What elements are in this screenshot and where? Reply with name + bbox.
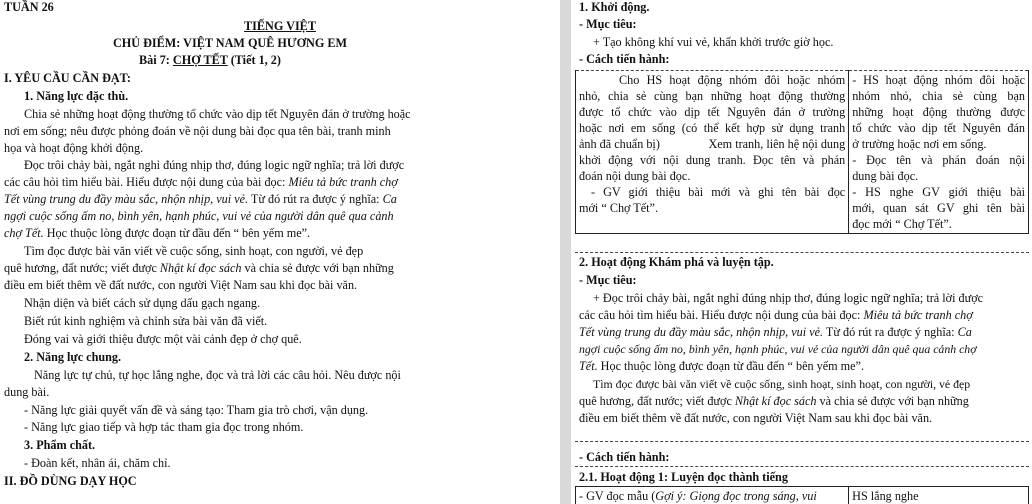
teacher-activity-cell: [576, 71, 849, 234]
teacher-line: Cho HS hoạt động nhóm đôi hoặc nhóm: [619, 73, 846, 87]
para-8: - Năng lực giải quyết vấn đề và sáng tạo: Tham gia trò chơi, vận dụng.: [24, 403, 369, 417]
para-2-line-3-italic: Tết vùng trung du đầy màu sắc, nhộn nhịp, vui vẻ.: [4, 192, 249, 206]
para-1-line-2: nơi em sống; nêu được phỏng đoán về nội dung bài đọc qua tên bài, tranh minh: [4, 124, 391, 138]
teacher-read-cell: [576, 487, 849, 504]
goal-3-line-2-plain2: và chia sẻ được với bạn những: [819, 394, 969, 408]
para-2-line-2: [4, 174, 398, 190]
teacher-line: mới “ Chợ Tết”.: [579, 201, 659, 215]
para-2-line-3: [4, 191, 397, 207]
para-2-line-5: [4, 225, 310, 241]
para-2-line-5-plain: Học thuộc lòng được đoạn từ đầu đến “ bên yếm me”.: [46, 226, 311, 240]
para-3-line-2-plain: quê hương, đất nước; viết được: [4, 261, 157, 275]
heading-specific-competence: 1. Năng lực đặc thù.: [24, 89, 129, 103]
heading-warmup: 1. Khởi động.: [579, 0, 650, 14]
teacher-line: - GV giới thiệu bài mới và ghi tên bài đọc: [591, 185, 846, 199]
para-1-line-1: Chia sẻ những hoạt động thường tổ chức vào dịp tết Nguyên đán ở trường hoặc: [24, 107, 411, 121]
subject-title: TIẾNG VIỆT: [244, 19, 316, 33]
section-divider: [575, 441, 1029, 442]
page-gutter: [560, 0, 571, 504]
goal-label-1: - Mục tiêu:: [579, 17, 637, 31]
goal-2-line-3-italic2: Ca: [957, 325, 972, 339]
para-3-line-2-plain2: và chia sẻ được với bạn những: [244, 261, 394, 275]
method-label-2: - Cách tiến hành:: [579, 450, 670, 464]
student-line: ở trường hoặc nơi em sống.: [852, 137, 987, 151]
student-line: những hoạt động thường được: [852, 105, 1025, 119]
para-9: - Năng lực giao tiếp và hợp tác tham gia đọc trong nhóm.: [24, 420, 304, 434]
teacher-line: [579, 136, 845, 152]
theme-title: CHỦ ĐIỂM: VIỆT NAM QUÊ HƯƠNG EM: [112, 36, 348, 50]
week-label: TUẦN 26: [4, 0, 54, 14]
para-7-line-2: dung bài.: [4, 385, 50, 399]
section-divider: [575, 466, 1029, 467]
para-3-line-2: [4, 260, 394, 276]
lesson-prefix: Bài 7:: [139, 53, 170, 67]
goal-2-line-3-plain: Từ đó rút ra được ý nghĩa:: [825, 325, 955, 339]
section-requirements: I. YÊU CẦU CẦN ĐẠT:: [4, 71, 131, 85]
lesson-name: CHỢ TẾT: [172, 53, 228, 67]
para-2-line-2-italic: Miêu tả bức tranh chợ: [288, 175, 398, 189]
activity-table-1: [575, 70, 1029, 234]
para-2-line-1: Đọc trôi chảy bài, ngắt nghỉ đúng nhịp thơ, đúng logic ngữ nghĩa; trả lời được: [24, 158, 405, 172]
lesson-period: (Tiết 1, 2): [230, 53, 281, 67]
para-2-line-3-italic2: Ca: [382, 192, 397, 206]
student-line: tổ chức vào dịp tết Nguyên đán: [852, 121, 1025, 135]
student-line: mới, quan sát GV ghi tên bài: [852, 201, 1025, 215]
teacher-line: được tổ chức vào dịp tết Nguyên đán ở trường: [579, 105, 846, 119]
para-1-line-3: họa và hoạt động khởi động.: [4, 141, 144, 155]
para-2-line-2-plain: các câu hỏi tìm hiểu bài. Hiểu được nội dung của bài đọc:: [4, 175, 286, 189]
goal-3-line-2-italic: Nhật kí đọc sách: [734, 394, 817, 408]
student-line: nhóm nhỏ, chia sẻ cùng bạn: [852, 89, 1025, 103]
para-3-line-2-italic: Nhật kí đọc sách: [159, 261, 242, 275]
student-line: - HS hoạt động nhóm đôi hoặc: [852, 73, 1025, 87]
teacher-line-part: Xem tranh, liên hệ nội dung: [708, 137, 846, 151]
para-2-line-4: ngợi cuộc sống ấm no, bình yên, hạnh phúc, vui vẻ của người dân quê qua cảnh: [4, 209, 394, 223]
heading-general-competence: 2. Năng lực chung.: [24, 350, 122, 364]
teacher-read-plain: - GV đọc mẫu (: [579, 489, 656, 503]
para-2-line-3-plain: Từ đó rút ra được ý nghĩa:: [250, 192, 380, 206]
para-2-line-5-italic: chợ Tết.: [4, 226, 44, 240]
goal-2-line-5-plain: Học thuộc lòng được đoạn từ đầu đến “ bên yếm me”.: [600, 359, 865, 373]
goal-3-line-2-plain: quê hương, đất nước; viết được: [579, 394, 732, 408]
para-10: - Đoàn kết, nhân ái, chăm chỉ.: [24, 456, 171, 470]
goal-2-line-3: [579, 324, 972, 340]
goal-2-line-5: [579, 358, 864, 374]
teacher-line: nhỏ, chia sẻ cùng bạn những hoạt động thường: [579, 89, 846, 103]
para-4: Nhận diện và biết cách sử dụng dấu gạch ngang.: [24, 296, 261, 310]
goal-3-line-1: Tìm đọc được bài văn viết về cuộc sống, sinh hoạt, sinh hoạt, con người, vẻ đẹp: [593, 377, 971, 391]
para-7-line-1: Năng lực tự chủ, tự học lắng nghe, đọc và trả lời các câu hỏi. Nêu được nội: [34, 368, 401, 382]
teacher-line-part: ảnh đã chuẩn bị): [579, 137, 660, 151]
goal-label-2: - Mục tiêu:: [579, 273, 637, 287]
teacher-line: đoán nội dung bài đọc.: [579, 169, 691, 183]
goal-2-line-3-italic: Tết vùng trung du đầy màu sắc, nhộn nhịp, vui vẻ.: [579, 325, 824, 339]
goal-text-1: + Tạo không khí vui vẻ, khấn khởi trước giờ học.: [593, 35, 834, 49]
student-activity-cell: [849, 71, 1029, 234]
goal-2-line-2-italic: Miêu tả bức tranh chợ: [863, 308, 973, 322]
method-label-1: - Cách tiến hành:: [579, 52, 670, 66]
teacher-line: hoặc nơi em sống (có thể kết hợp sử dụng tranh: [579, 121, 846, 135]
section-divider: [575, 252, 1029, 253]
lesson-title: [0, 52, 420, 68]
teacher-read-italic: Gợi ý: Giọng đọc trong sáng, vui: [655, 489, 817, 503]
right-page: [571, 0, 1032, 504]
student-line: dung bài đọc.: [852, 169, 919, 183]
section-teaching-aids: II. ĐỒ DÙNG DẠY HỌC: [4, 474, 137, 488]
student-listen-cell: [849, 487, 1029, 504]
activity-table-2: [575, 486, 1029, 504]
heading-explore: 2. Hoạt động Khám phá và luyện tập.: [579, 255, 774, 269]
student-listen-text: HS lắng nghe: [852, 489, 919, 503]
student-line: đọc mới “ Chợ Tết”.: [852, 217, 952, 231]
goal-3-line-2: [579, 393, 969, 409]
goal-2-line-2: [579, 307, 973, 323]
heading-activity-1: 2.1. Hoạt động 1: Luyện đọc thành tiếng: [579, 470, 788, 484]
goal-3-line-3: điều em biết thêm về đất nước, con người Việt Nam sau khi đọc bài văn.: [579, 411, 933, 425]
teacher-line: khởi động với nội dung tranh. Đọc tên và phán: [579, 153, 846, 167]
para-6: Đóng vai và giới thiệu được một vài cảnh đẹp ở chợ quê.: [24, 332, 302, 346]
student-line: - Đọc tên và phán đoán nội: [852, 153, 1025, 167]
student-line: - HS nghe GV giới thiệu bài: [852, 185, 1025, 199]
goal-2-line-1: + Đọc trôi chảy bài, ngắt nghỉ đúng nhịp thơ, đúng logic ngữ nghĩa; trả lời được: [593, 291, 984, 305]
heading-qualities: 3. Phẩm chất.: [24, 438, 96, 452]
para-5: Biết rút kinh nghiệm và chỉnh sửa bài văn đã viết.: [24, 314, 268, 328]
para-3-line-3: điều em biết thêm về đất nước, con người Việt Nam sau khi đọc bài văn.: [4, 278, 358, 292]
goal-2-line-2-plain: các câu hỏi tìm hiểu bài. Hiểu được nội dung của bài đọc:: [579, 308, 861, 322]
para-3-line-1: Tìm đọc được bài văn viết về cuộc sống, sinh hoạt, con người, vẻ đẹp: [24, 244, 364, 258]
goal-2-line-4: ngợi cuộc sống ấm no, bình yên, hạnh phúc, vui vẻ của người dân quê qua cảnh chợ: [579, 342, 977, 356]
goal-2-line-5-italic: Tết.: [579, 359, 598, 373]
